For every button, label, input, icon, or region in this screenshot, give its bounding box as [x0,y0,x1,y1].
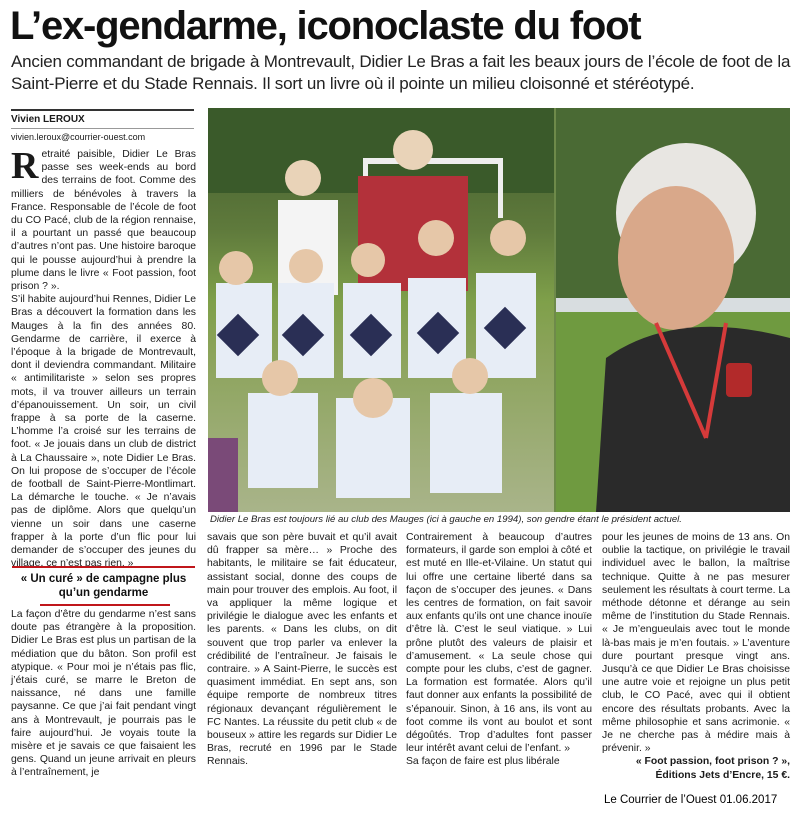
dropcap: R [11,145,39,187]
team-photo-illustration [208,108,554,512]
article-column-3 [406,531,592,777]
paragraph: S’il habite aujourd’hui Rennes, Didier Le Bras a découvert la formation dans les Mauges à la fin des années 80. Gendarme de carrière, il exerce à l’époque à la brigade de Montrevault, dont il deviendra commandant. Militaire « antimilitariste » selon ses propres mots, il va trouver ailleurs un terrain d’épanouissement. Un soir, un civil frappe à sa porte de la caserne. L’homme l’a croisé sur les terrains de foot. « Je jouais dans un club de district à La Chaussaire », note Didier Le Bras. On lui propose de s’occuper de l’école de football de Saint-Pierre-Montlimart. La démarche le touche. « Je n’avais pas de diplôme. Alors que quelqu’un vienne un soir dans une caserne frapper à la porte d’un flic pour lui demander de s’occuper des jeunes du village, ce n’est pas rien. » [11,294,196,570]
byline [11,109,194,143]
article-column-2 [207,531,397,777]
paragraph: pour les jeunes de moins de 13 ans. On oublie la tactique, on privilégie le travail individuel avec le ballon, la maîtrise technique. Quitte à ne pas mesurer seulement les résultats à court terme. La méthode détonne et dérange au sein même de l’institution du Stade Rennais. « Je m’engueulais avec tout le monde là-bas mais je m’en foutais. » L’aventure dure pourtant presque vingt ans. Jusqu’à ce que Didier Le Bras choisisse une autre voie et rejoigne un plus petit club, le CO Pacé, avec qui il obtient encore des résultats probants. Avec la même philosophie et sans acrimonie. « Je ne cherche pas à médire mais à prévenir. » [602,532,790,755]
source-credit: Le Courrier de l’Ouest 01.06.2017 [604,794,778,806]
article-column-1-continued [11,608,196,778]
paragraph: Sa façon de faire est plus libérale [406,756,560,768]
book-publisher: Éditions Jets d’Encre, 15 €. [655,769,790,781]
photo-caption: Didier Le Bras est toujours lié au club des Mauges (ici à gauche en 1994), son gendre étant le président actuel. [210,514,682,525]
article-photo [208,108,790,512]
byline-author: Vivien LEROUX [11,114,85,125]
pull-quote: « Un curé » de campagne plus qu’un gendarme [12,566,195,604]
paragraph: savais que son père buvait et qu’il avait dû frapper sa mère… » Proche des habitants, le militaire se fait éducateur, assistant social, donne des coups de main pour trouver des emplois. Au foot, il va appliquer la même logique et privilégie le dialogue avec les enfants et les parents. « Dans les clubs, on dit souvent que trop parler va enlever la crédibilité de l’entraîneur. Je faisais le contraire. » A Saint-Pierre, le succès est quasiment immédiat. En sept ans, son équipe remporte de nombreux titres régionaux devançant régulièrement le FC Nantes. La réussite du petit club « de bouseux » attire les regards sur Didier Le Bras, recruté en 1996 par le Stade Rennais. [207,532,398,768]
paragraph: La façon d’être du gendarme n’est sans doute pas étrangère à la proposition. Didier Le Bras est plus un partisan de la médiation que du bâton. Son profil est atypique. « Pour moi je n’étais pas flic, j’étais curé, se marre le Breton de naissance, né dans une famille paysanne. Ce que j’ai fait pendant vingt ans à Montrevault, je pourrais pas le faire aujourd’hui. Je voyais toute la misère et je savais ce que faisaient les gens. Quand un jeune arrivait en pleurs à l’entraînement, je [11,609,196,779]
portrait-illustration [556,108,790,512]
paragraph: etraité paisible, Didier Le Bras passe ses week-ends au bord des terrains de foot. Comme des milliers de bénévoles à travers la France. Responsable de l’école de foot du CO Pacé, club de la région rennaise, il a pourtant un passé que beaucoup d’autres n’ont pas. Une histoire baroque qui le pousse aujourd’hui à prendre la plume dans le livre « Foot passion, foot prison ? ». [11,149,196,293]
team-photo-1994 [208,108,554,512]
standfirst: Ancien commandant de brigade à Montrevault, Didier Le Bras a fait les beaux jours de l’école de foot de la Saint-Pierre et du Stade Rennais. Il sort un livre où il pointe un milieu cloisonné et stéréotypé. [11,52,791,93]
pull-quote-rule [40,604,170,606]
book-title: « Foot passion, foot prison ? », [635,756,790,768]
byline-email[interactable]: vivien.leroux@courrier-ouest.com [11,128,194,143]
paragraph: Contrairement à beaucoup d’autres formateurs, il garde son emploi à côté et est muté en Ille-et-Vilaine. Un statut qui lui offre une certaine liberté dans sa façon de s’occuper des jeunes. « Dans les centres de formation, on fait savoir aux enfants qu’ils ont une chance inouïe d’être là. C’est le seul viatique. » Lui prône plutôt des valeurs de plaisir et d’amusement. « La seule chose qui compte pour les clubs, c’est de gagner. La formation est formatée. Alors qu’il faut donner aux enfants la possibilité de s’épanouir. Sinon, à 16 ans, ils vont au foot comme ils vont au boulot et sont dégoûtés. Trop d’adultes font passer leur intérêt avant celui de l’enfant. » [406,532,592,755]
article-column-4 [602,531,790,781]
portrait-photo [556,108,790,512]
article-column-1 [11,145,196,570]
headline: L’ex-gendarme, iconoclaste du foot [10,4,641,48]
